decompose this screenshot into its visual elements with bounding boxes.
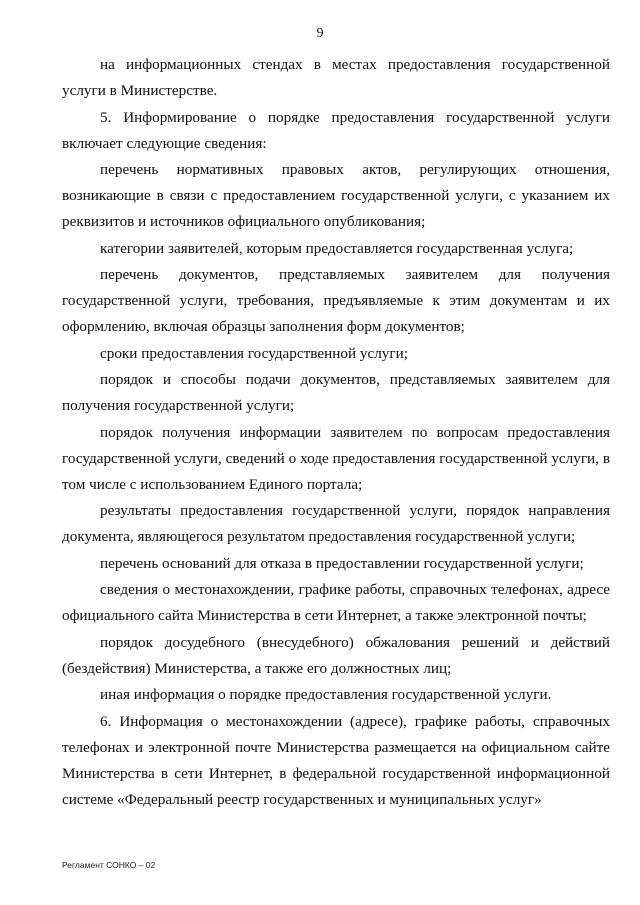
paragraph-5: перечень документов, представляемых заявителем для получения государственной услуги, требования, предъявляемые к этим документам и их оформлению, включая образцы заполнения форм документов; xyxy=(62,266,610,335)
paragraph-7: порядок и способы подачи документов, представляемых заявителем для получения государственной услуги; xyxy=(62,371,610,414)
document-footer: Регламент СОНКО – 02 xyxy=(62,860,156,870)
paragraph-13: иная информация о порядке предоставления государственной услуги. xyxy=(100,686,552,703)
paragraph-3: перечень нормативных правовых актов, регулирующих отношения, возникающие в связи с предоставлением государственной услуги, с указанием их реквизитов и источников официального опубликования; xyxy=(62,161,610,230)
paragraph-4: категории заявителей, которым предоставляется государственная услуга; xyxy=(100,239,574,257)
paragraph-11: сведения о местонахождении, графике работы, справочных телефонах, адресе официального сайта Министерства в сети Интернет, а также электронной почты; xyxy=(62,581,610,624)
paragraph-2: 5. Информирование о порядке предоставления государственной услуги включает следующие сведения: xyxy=(62,108,610,152)
paragraph-10: перечень оснований для отказа в предоставлении государственной услуги; xyxy=(100,554,584,572)
paragraph-8: порядок получения информации заявителем по вопросам предоставления государственной услуги, сведений о ходе предоставления государственной услуги, в том числе с использованием Единого портала; xyxy=(62,423,610,493)
paragraph-1: на информационных стендах в местах предоставления государственной услуги в Министерстве. xyxy=(62,56,610,99)
paragraph-12: порядок досудебного (внесудебного) обжалования решений и действий (бездействия) Министерства, а также его должностных лиц; xyxy=(62,633,610,677)
document-body xyxy=(62,52,610,813)
paragraph-14: 6. Информация о местонахождении (адресе), графике работы, справочных телефонах и электронной почте Министерства размещается на официальном сайте Министерства в сети Интернет, в федеральной государственной информационной системе «Федеральный реестр государственных и муниципальных услуг» xyxy=(62,712,610,808)
paragraph-6: сроки предоставления государственной услуги; xyxy=(100,344,408,362)
paragraph-9: результаты предоставления государственной услуги, порядок направления документа, являющегося результатом предоставления государственной услуги; xyxy=(62,502,610,545)
page-number: 9 xyxy=(316,26,324,41)
